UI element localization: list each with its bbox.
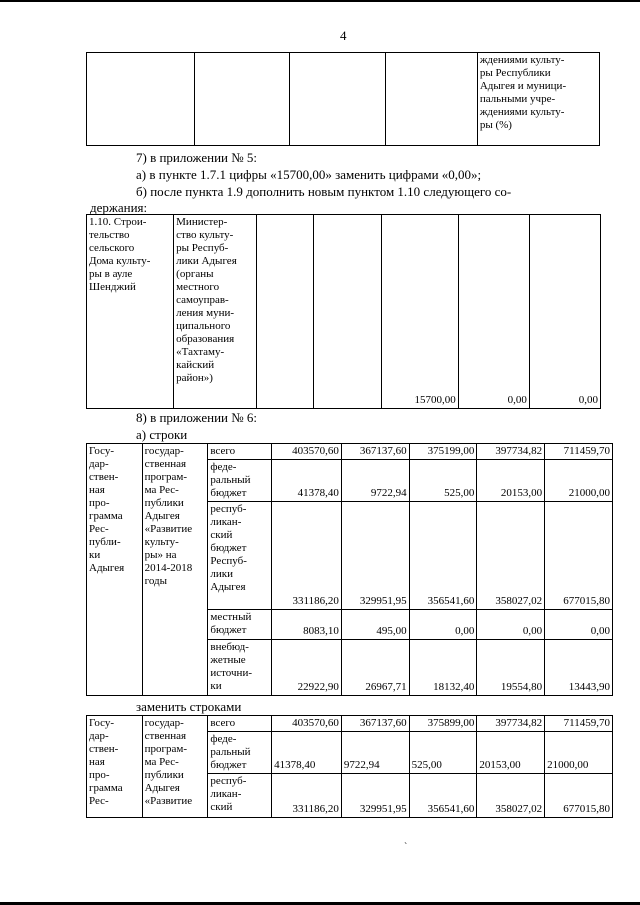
program-type-cell: Госу- дар- ствен- ная про- грамма Рес- публи- ки Адыгея <box>87 444 143 696</box>
table-cell <box>87 53 195 146</box>
value-cell: 19554,80 <box>477 640 545 696</box>
program-name-cell: государ- ственная програм- ма Рес- публики Адыгея «Развитие <box>142 716 208 818</box>
table-rows-new <box>86 715 613 818</box>
row-label: всего <box>208 716 272 732</box>
value-cell: 403570,60 <box>272 444 342 460</box>
value-cell: 525,00 <box>409 732 477 774</box>
table-cell <box>386 53 478 146</box>
value-cell: 21000,00 <box>545 732 613 774</box>
value-cell: 356541,60 <box>409 502 477 610</box>
value-cell: 26967,71 <box>341 640 409 696</box>
value-cell: 13443,90 <box>545 640 613 696</box>
value-cell: 397734,82 <box>477 716 545 732</box>
paragraph-replace: заменить строками <box>136 699 242 714</box>
item-name-cell: 1.10. Строи- тельство сельского Дома культу- ры в ауле Шенджий <box>87 215 174 409</box>
program-name-cell: государ- ственная програм- ма Рес- публики Адыгея «Развитие культу- ры» на 2014-2018 годы <box>142 444 208 696</box>
value-cell: 677015,80 <box>545 774 613 818</box>
value-cell: 331186,20 <box>272 502 342 610</box>
table-cell <box>290 53 386 146</box>
value-cell: 375899,00 <box>409 716 477 732</box>
value-cell: 0,00 <box>409 610 477 640</box>
value-cell: 711459,70 <box>545 444 613 460</box>
row-label: феде- ральный бюджет <box>208 732 272 774</box>
value-cell: 367137,60 <box>341 444 409 460</box>
value-cell: 9722,94 <box>341 460 409 502</box>
value-cell: 329951,95 <box>341 502 409 610</box>
scan-speck: ` <box>404 842 408 853</box>
item-executor-cell: Министер- ство культу- ры Респуб- лики Адыгея (органы местного самоуправ- ления муни- ципального образования «Тахтаму- кайский район») <box>174 215 257 409</box>
value-cell: 397734,82 <box>477 444 545 460</box>
value-cell: 356541,60 <box>409 774 477 818</box>
value-cell: 711459,70 <box>545 716 613 732</box>
value-cell: 677015,80 <box>545 502 613 610</box>
row-label: респуб- ликан- ский бюджет Респуб- лики Адыгея <box>208 502 272 610</box>
paragraph-7b-line2: держания: <box>90 200 148 215</box>
program-type-cell: Госу- дар- ствен- ная про- грамма Рес- <box>87 716 143 818</box>
top-table-last-cell: ждениями культу- ры Республики Адыгея и муници- пальными учре- ждениями культу- ры (%) <box>477 53 599 146</box>
value-cell: 0,00 <box>545 610 613 640</box>
table-item-1-10 <box>86 214 601 409</box>
value-cell: 18132,40 <box>409 640 477 696</box>
page-number: 4 <box>340 28 347 43</box>
value-cell: 9722,94 <box>341 732 409 774</box>
value-cell: 358027,02 <box>477 502 545 610</box>
value-cell: 20153,00 <box>477 460 545 502</box>
value-cell: 0,00 <box>529 215 600 409</box>
paragraph-8: 8) в приложении № 6: <box>136 410 258 425</box>
value-cell: 21000,00 <box>545 460 613 502</box>
value-cell: 375199,00 <box>409 444 477 460</box>
table-cell <box>314 215 381 409</box>
table-cell <box>194 53 290 146</box>
paragraph-7: 7) в приложении № 5: <box>136 150 258 165</box>
value-cell: 8083,10 <box>272 610 342 640</box>
value-cell: 0,00 <box>458 215 529 409</box>
scan-top-edge <box>0 0 640 2</box>
row-label: респуб- ликан- ский <box>208 774 272 818</box>
paragraph-7b-line1: б) после пункта 1.9 дополнить новым пунктом 1.10 следующего со- <box>136 184 512 199</box>
value-cell: 367137,60 <box>341 716 409 732</box>
paragraph-7a: а) в пункте 1.7.1 цифры «15700,00» заменить цифрами «0,00»; <box>136 167 482 182</box>
value-cell: 525,00 <box>409 460 477 502</box>
top-table <box>86 52 600 146</box>
row-label: феде- ральный бюджет <box>208 460 272 502</box>
value-cell: 41378,40 <box>272 732 342 774</box>
value-cell: 495,00 <box>341 610 409 640</box>
value-cell: 0,00 <box>477 610 545 640</box>
value-cell: 15700,00 <box>381 215 458 409</box>
paragraph-8a: а) строки <box>136 427 188 442</box>
row-label: местный бюджет <box>208 610 272 640</box>
value-cell: 403570,60 <box>272 716 342 732</box>
row-label: внебюд- жетные источни- ки <box>208 640 272 696</box>
value-cell: 329951,95 <box>341 774 409 818</box>
value-cell: 22922,90 <box>272 640 342 696</box>
table-cell <box>257 215 314 409</box>
table-rows-old <box>86 443 613 696</box>
value-cell: 331186,20 <box>272 774 342 818</box>
value-cell: 20153,00 <box>477 732 545 774</box>
value-cell: 41378,40 <box>272 460 342 502</box>
row-label: всего <box>208 444 272 460</box>
value-cell: 358027,02 <box>477 774 545 818</box>
